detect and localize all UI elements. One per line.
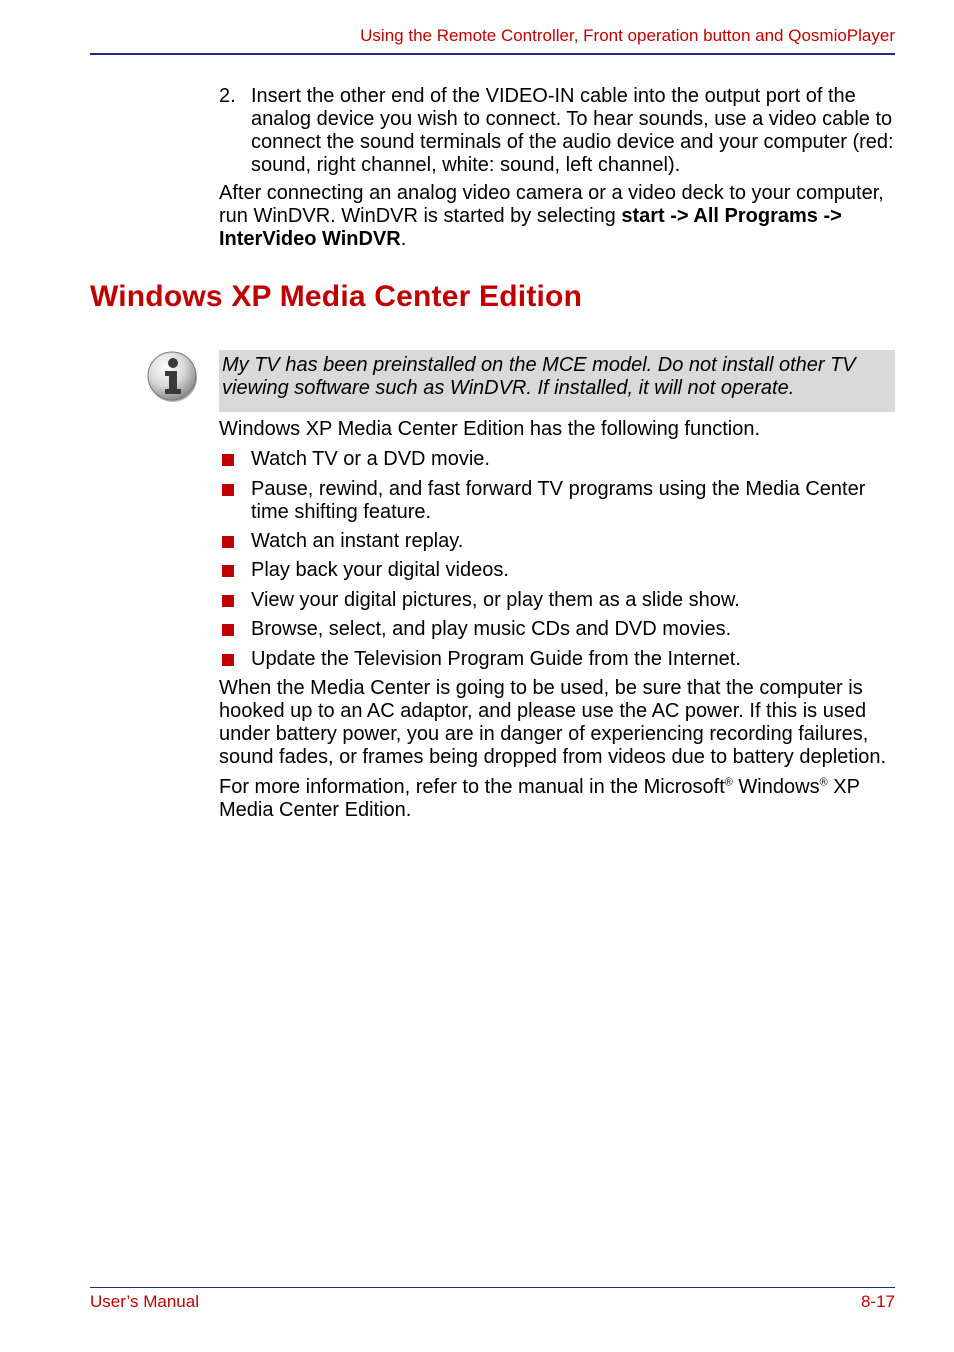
header-divider [90, 53, 895, 55]
bullet-square-icon [222, 484, 234, 496]
info-icon [147, 351, 199, 403]
list-item-text: Pause, rewind, and fast forward TV programs using the Media Center time shifting feature. [251, 478, 866, 523]
bullet-square-icon [222, 654, 234, 666]
registered-mark: ® [724, 776, 733, 789]
list-item [219, 618, 895, 641]
page-number: 8-17 [860, 1292, 895, 1311]
windvr-menu-path: start -> All Programs -> InterVideo WinDVR [219, 205, 842, 250]
footer-divider [90, 1287, 895, 1288]
bullet-square-icon [222, 536, 234, 548]
registered-mark: ® [819, 776, 828, 789]
bullet-square-icon [222, 454, 234, 466]
list-item-text: Play back your digital videos. [251, 559, 509, 581]
list-item [219, 478, 895, 524]
footer-manual-title: User’s Manual [90, 1292, 199, 1311]
windvr-text-end: . [400, 228, 407, 250]
list-item-text: Watch TV or a DVD movie. [251, 448, 490, 470]
intro-paragraph: Windows XP Media Center Edition has the following function. [219, 418, 761, 440]
section-heading: Windows XP Media Center Edition [90, 280, 583, 313]
bullet-square-icon [222, 565, 234, 577]
list-item [219, 530, 895, 553]
numbered-step-2 [219, 85, 895, 177]
bullet-square-icon [222, 595, 234, 607]
list-item-text: Update the Television Program Guide from the Internet. [251, 648, 741, 670]
more-info-paragraph [219, 776, 895, 822]
more-info-text: XP Media Center Edition. [219, 776, 860, 821]
note-box [219, 350, 895, 412]
bullet-square-icon [222, 624, 234, 636]
note-text: My TV has been preinstalled on the MCE model. Do not install other TV viewing software such as WinDVR. If installed, it will not operate. [222, 354, 856, 399]
list-item-text: Browse, select, and play music CDs and DVD movies. [251, 618, 732, 640]
running-header: Using the Remote Controller, Front operation button and QosmioPlayer [360, 26, 895, 45]
step-number: 2. [219, 85, 236, 107]
list-item [219, 589, 895, 612]
windvr-text: After connecting an analog video camera or a video deck to your computer, run WinDVR. WinDVR is started by selecting [219, 182, 884, 227]
power-paragraph: When the Media Center is going to be used, be sure that the computer is hooked up to an AC adaptor, and please use the AC power. If this is used under battery power, you are in danger of experiencing recording failures, sound fades, or frames being dropped from videos due to battery depletion. [219, 677, 887, 768]
more-info-text: For more information, refer to the manual in the Microsoft [219, 776, 725, 798]
more-info-text: Windows [732, 776, 820, 798]
list-item [219, 648, 895, 671]
list-item-text: View your digital pictures, or play them as a slide show. [251, 589, 740, 611]
step-text: Insert the other end of the VIDEO-IN cable into the output port of the analog device you wish to connect. To hear sounds, use a video cable to connect the sound terminals of the audio device and your computer (red: sound, right channel, white: sound, left channel). [251, 85, 894, 176]
list-item [219, 559, 895, 582]
list-item-text: Watch an instant replay. [251, 530, 464, 552]
list-item [219, 448, 895, 471]
windvr-paragraph [219, 182, 895, 251]
